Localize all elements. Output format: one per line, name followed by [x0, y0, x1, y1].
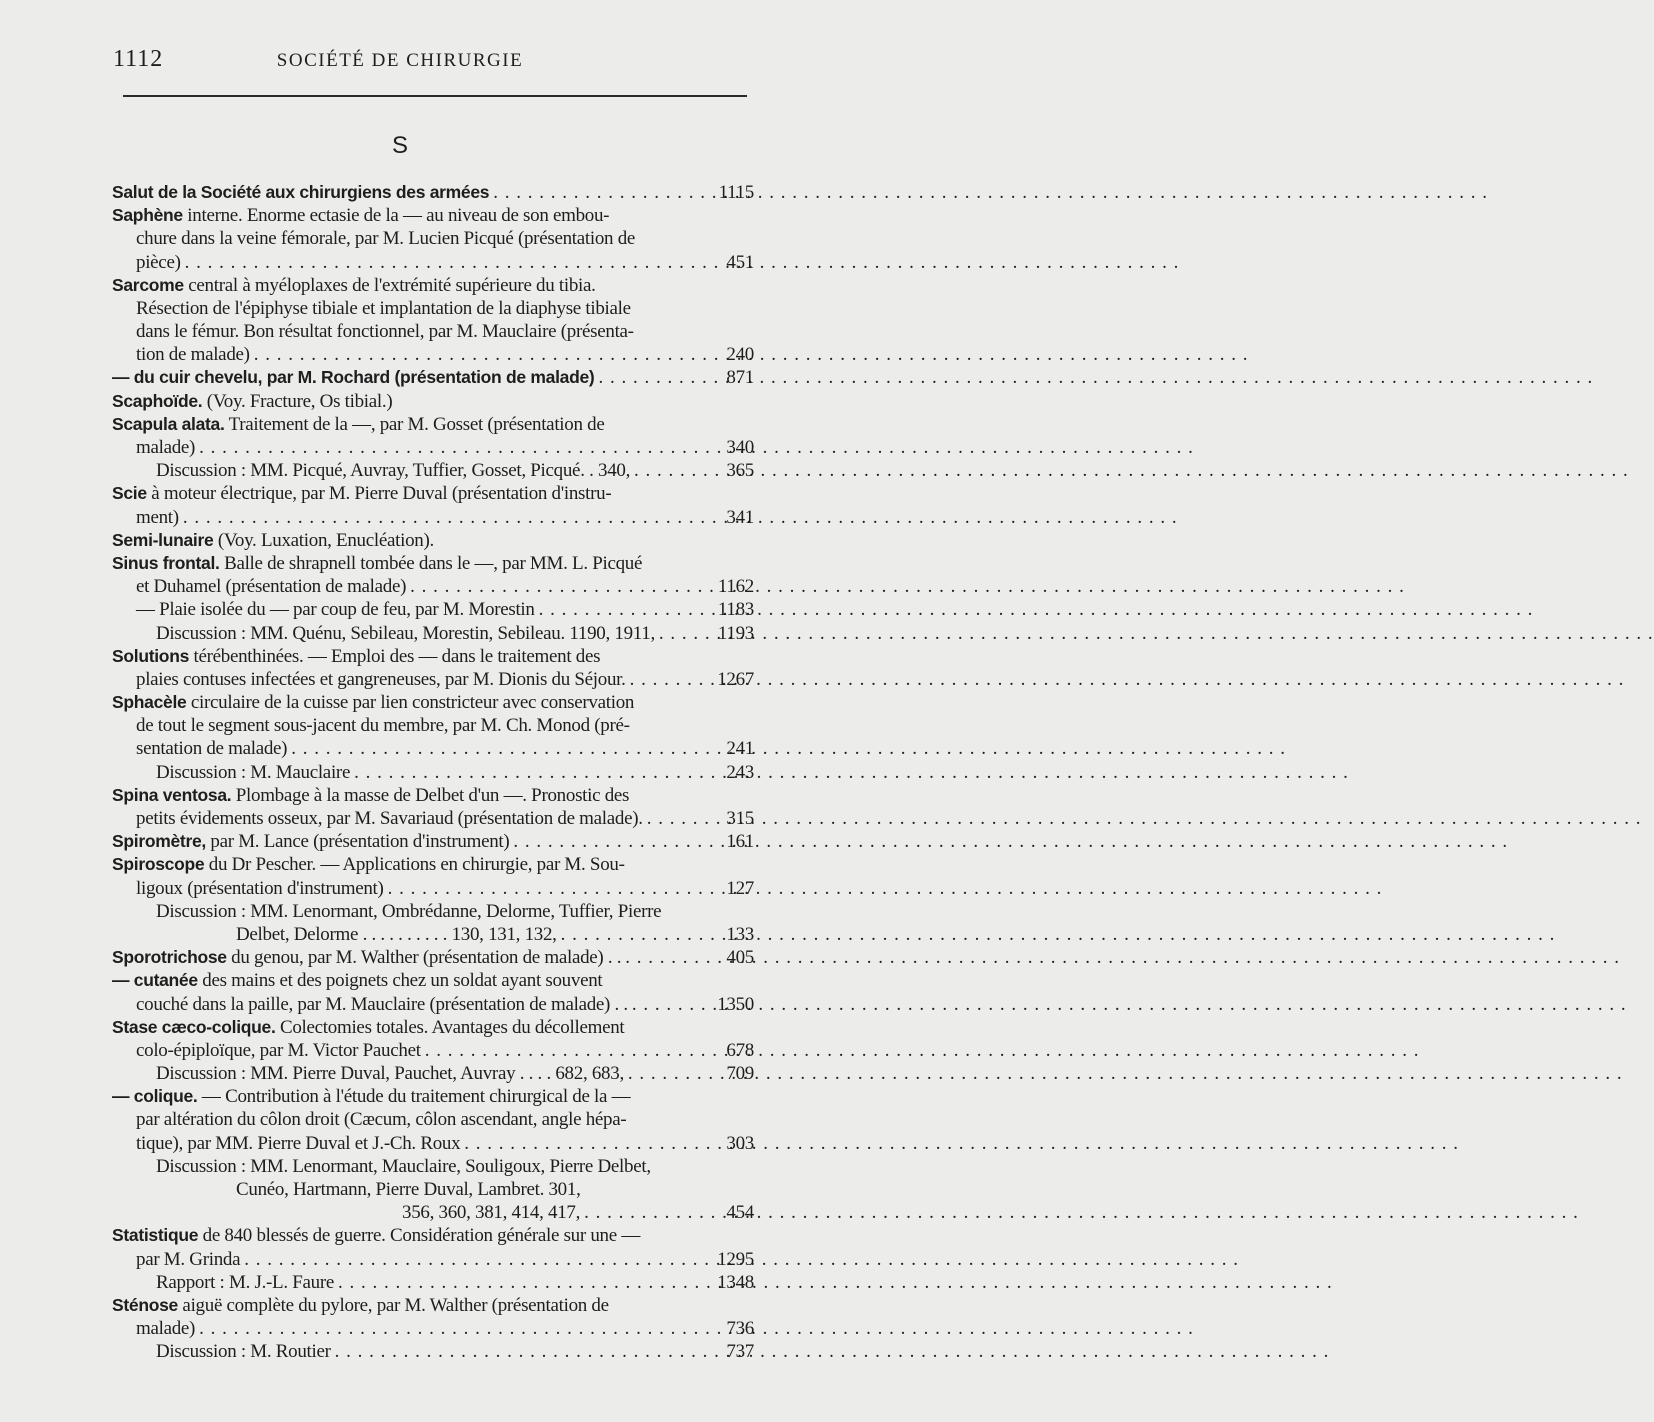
header-rule	[123, 95, 747, 97]
dot-leader	[199, 436, 722, 459]
index-text: dans le fémur. Bon résultat fonctionnel, par M. Mauclaire (présenta-	[136, 321, 634, 343]
page-reference: 133	[726, 923, 754, 945]
index-text: Résection de l'épiphyse tibiale et implantation de la diaphyse tibiale	[136, 297, 631, 319]
index-text: — Contribution à l'étude du traitement chirurgical de la —	[197, 1086, 631, 1108]
index-text: couché dans la paille, par M. Mauclaire (présentation de malade) . .	[136, 993, 628, 1015]
index-text: Discussion : M. Mauclaire	[156, 761, 351, 783]
index-keyword: Sténose	[112, 1294, 178, 1315]
page-reference: 454	[726, 1202, 754, 1224]
index-line	[112, 343, 754, 366]
dot-leader	[513, 830, 722, 853]
index-line	[112, 598, 754, 621]
page-reference: 241	[726, 738, 754, 760]
page-reference: 365	[726, 460, 754, 482]
dot-leader	[183, 506, 722, 529]
index-text: (Voy. Fracture, Os tibial.)	[202, 390, 393, 412]
index-text: du genou, par M. Walther (présentation de malade) . .	[226, 947, 622, 969]
index-entries	[112, 181, 754, 1364]
index-line	[112, 1016, 754, 1039]
index-text: tique), par MM. Pierre Duval et J.-Ch. Roux	[136, 1132, 461, 1154]
index-text: Rapport : M. J.-L. Faure	[156, 1271, 335, 1293]
index-text: du Dr Pescher. — Applications en chirurgie, par M. Sou-	[204, 854, 625, 876]
page-reference: 451	[726, 251, 754, 273]
index-text: par altération du côlon droit (Cæcum, côlon ascendant, angle hépa-	[136, 1109, 627, 1131]
index-text: Discussion : MM. Pierre Duval, Pauchet, Auvray . . . . 682, 683,	[156, 1063, 624, 1085]
index-page	[0, 0, 800, 1422]
page-reference: 127	[726, 877, 754, 899]
dot-leader	[464, 1132, 722, 1155]
index-text: Traitement de la —, par M. Gosset (présentation de	[224, 413, 605, 435]
index-text: Discussion : MM. Lenormant, Mauclaire, Souligoux, Pierre Delbet,	[156, 1155, 651, 1177]
index-line	[112, 1317, 754, 1340]
index-text: petits évidements osseux, par M. Savariaud (présentation de malade).	[136, 808, 643, 830]
index-line	[112, 251, 754, 274]
index-text: chure dans la veine fémorale, par M. Lucien Picqué (présentation de	[136, 228, 636, 250]
index-keyword: Sphacèle	[112, 692, 187, 713]
index-text: pièce)	[136, 251, 181, 273]
dot-leader	[199, 1317, 722, 1340]
dot-leader	[659, 622, 714, 645]
index-text: de tout le segment sous-jacent du membre, par M. Ch. Monod (pré-	[136, 715, 630, 737]
index-text: ligoux (présentation d'instrument)	[136, 877, 384, 899]
index-text: Discussion : MM. Quénu, Sebileau, Morestin, Sebileau. 1190, 1911,	[156, 622, 655, 644]
dot-leader	[634, 459, 722, 482]
dot-leader	[584, 1201, 722, 1224]
index-keyword: Sarcome	[112, 274, 184, 295]
index-text: Delbet, Delorme . . . . . . . . . . 130, 131, 132,	[236, 923, 557, 945]
index-text: par M. Grinda	[136, 1248, 241, 1270]
page-reference: 240	[726, 344, 754, 366]
page-reference: 871	[726, 367, 754, 389]
index-keyword: Statistique	[112, 1225, 199, 1246]
dot-leader	[354, 761, 722, 784]
index-line	[112, 390, 754, 413]
page-reference: 678	[726, 1039, 754, 1061]
index-line	[112, 645, 754, 668]
dot-leader	[335, 1340, 722, 1363]
index-line	[112, 1201, 754, 1224]
dot-leader	[493, 181, 714, 204]
dot-leader	[338, 1271, 713, 1294]
index-text: interne. Enorme ectasie de la — au niveau de son embou-	[182, 205, 610, 227]
index-keyword: — cutanée	[112, 970, 198, 991]
page-reference: 243	[726, 761, 754, 783]
section-letter: S	[391, 132, 408, 159]
page-reference: 341	[726, 506, 754, 528]
dot-leader	[628, 1062, 722, 1085]
page-reference: 340	[726, 437, 754, 459]
index-line	[112, 320, 754, 343]
index-text: Discussion : MM. Lenormant, Ombrédanne, Delorme, Tuffier, Pierre	[156, 900, 662, 922]
index-keyword: Scaphoïde.	[112, 390, 203, 411]
index-text: plaies contuses infectées et gangreneuses, par M. Dionis du Séjour.	[136, 668, 626, 690]
index-line	[112, 1178, 754, 1201]
index-line	[112, 714, 754, 737]
dot-leader	[632, 993, 713, 1016]
index-text: Discussion : M. Routier	[156, 1341, 331, 1363]
index-text: tion de malade)	[136, 344, 250, 366]
index-keyword: Solutions	[112, 645, 190, 666]
page-reference: 737	[726, 1341, 754, 1363]
page-number: 1112	[113, 46, 164, 72]
index-line	[112, 1155, 754, 1178]
index-line	[112, 622, 754, 645]
index-line	[112, 1062, 754, 1085]
dot-leader	[254, 343, 722, 366]
dot-leader	[185, 251, 722, 274]
index-line	[112, 367, 754, 390]
index-line	[112, 227, 754, 250]
index-text: Discussion : MM. Picqué, Auvray, Tuffier, Gosset, Picqué. . 340,	[156, 460, 631, 482]
page-reference: 1183	[717, 599, 754, 621]
index-line	[112, 204, 754, 227]
index-line	[112, 969, 754, 992]
index-line	[112, 946, 754, 969]
index-line	[112, 1132, 754, 1155]
index-line	[112, 1039, 754, 1062]
page-reference: 1350	[717, 993, 754, 1015]
index-text: malade)	[136, 437, 196, 459]
index-line	[112, 993, 754, 1016]
index-line	[112, 1340, 754, 1363]
index-line	[112, 691, 754, 714]
index-line	[112, 274, 754, 297]
index-keyword: Sporotrichose	[112, 947, 227, 968]
dot-leader	[598, 366, 722, 389]
page-reference: 1193	[717, 622, 754, 644]
page-reference: 1348	[717, 1271, 754, 1293]
index-text: colo-épiploïque, par M. Victor Pauchet	[136, 1039, 421, 1061]
running-title: SOCIÉTÉ DE CHIRURGIE	[276, 50, 524, 71]
index-keyword: Salut de la Société aux chirurgiens des armées	[112, 181, 490, 202]
index-text: 356, 360, 381, 414, 417,	[402, 1202, 581, 1224]
index-text: ment)	[136, 506, 179, 528]
index-keyword: Semi-lunaire	[112, 529, 214, 550]
index-keyword: Scapula alata.	[112, 413, 225, 434]
page-reference: 303	[726, 1132, 754, 1154]
page-reference: 1162	[717, 576, 754, 598]
page-reference: 161	[726, 831, 754, 853]
index-line	[112, 1109, 754, 1132]
index-line	[112, 807, 754, 830]
page-header	[0, 46, 800, 82]
index-keyword: Stase cæco-colique.	[112, 1016, 276, 1037]
index-line	[112, 853, 754, 876]
dot-leader	[625, 946, 722, 969]
index-line	[112, 761, 754, 784]
index-keyword: Scie	[112, 483, 147, 504]
index-line	[112, 1271, 754, 1294]
index-line	[112, 923, 754, 946]
index-line	[112, 1294, 754, 1317]
dot-leader	[244, 1248, 713, 1271]
index-keyword: Spiroscope	[112, 854, 205, 875]
index-text: (Voy. Luxation, Enucléation).	[213, 529, 434, 551]
index-keyword: Spina ventosa.	[112, 784, 232, 805]
dot-leader	[630, 668, 714, 691]
page-reference: 1115	[718, 181, 754, 203]
index-text: Cunéo, Hartmann, Pierre Duval, Lambret. 301,	[236, 1179, 581, 1201]
index-text: aiguë complète du pylore, par M. Walther (présentation de	[177, 1294, 609, 1316]
index-keyword: Spiromètre,	[112, 831, 206, 852]
dot-leader	[291, 737, 722, 760]
dot-leader	[539, 598, 714, 621]
dot-leader	[388, 877, 722, 900]
dot-leader	[410, 575, 714, 598]
index-text: par M. Lance (présentation d'instrument)	[205, 831, 510, 853]
index-line	[112, 1248, 754, 1271]
index-line	[112, 830, 754, 853]
index-keyword: — colique.	[112, 1086, 198, 1107]
index-text: Colectomies totales. Avantages du décollement	[275, 1016, 625, 1038]
index-line	[112, 482, 754, 505]
index-line	[112, 506, 754, 529]
index-line	[112, 529, 754, 552]
page-reference: 315	[726, 808, 754, 830]
index-text: à moteur électrique, par M. Pierre Duval (présentation d'instru-	[146, 483, 612, 505]
index-line	[112, 784, 754, 807]
index-line	[112, 1085, 754, 1108]
index-line	[112, 297, 754, 320]
index-text: malade)	[136, 1318, 196, 1340]
dot-leader	[561, 923, 722, 946]
index-line	[112, 459, 754, 482]
dot-leader	[425, 1039, 722, 1062]
dot-leader	[647, 807, 722, 830]
index-line	[112, 552, 754, 575]
page-reference: 709	[726, 1063, 754, 1085]
index-line	[112, 668, 754, 691]
index-text: térébenthinées. — Emploi des — dans le traitement des	[189, 645, 601, 667]
index-text: central à myéloplaxes de l'extrémité supérieure du tibia.	[183, 274, 596, 296]
index-text: — Plaie isolée du — par coup de feu, par M. Morestin	[136, 599, 535, 621]
index-line	[112, 1224, 754, 1247]
index-text: des mains et des poignets chez un soldat ayant souvent	[197, 970, 603, 992]
index-line	[112, 575, 754, 598]
index-text: sentation de malade)	[136, 738, 288, 760]
index-keyword: Sinus frontal.	[112, 552, 220, 573]
index-text: de 840 blessés de guerre. Considération générale sur une —	[198, 1225, 641, 1247]
page-reference: 1267	[717, 668, 754, 690]
index-keyword: Saphène	[112, 205, 183, 226]
index-line	[112, 436, 754, 459]
index-line	[112, 738, 754, 761]
page-reference: 736	[726, 1318, 754, 1340]
page-reference: 405	[726, 947, 754, 969]
index-line	[112, 900, 754, 923]
index-text: circulaire de la cuisse par lien constricteur avec conservation	[186, 692, 635, 714]
index-text: Balle de shrapnell tombée dans le —, par MM. L. Picqué	[219, 552, 643, 574]
index-text: et Duhamel (présentation de malade)	[136, 576, 407, 598]
page-reference: 1295	[717, 1248, 754, 1270]
index-text: Plombage à la masse de Delbet d'un —. Pronostic des	[231, 784, 630, 806]
index-line	[112, 181, 754, 204]
index-keyword: — du cuir chevelu, par M. Rochard (présentation de malade)	[112, 367, 595, 388]
index-line	[112, 413, 754, 436]
index-line	[112, 877, 754, 900]
